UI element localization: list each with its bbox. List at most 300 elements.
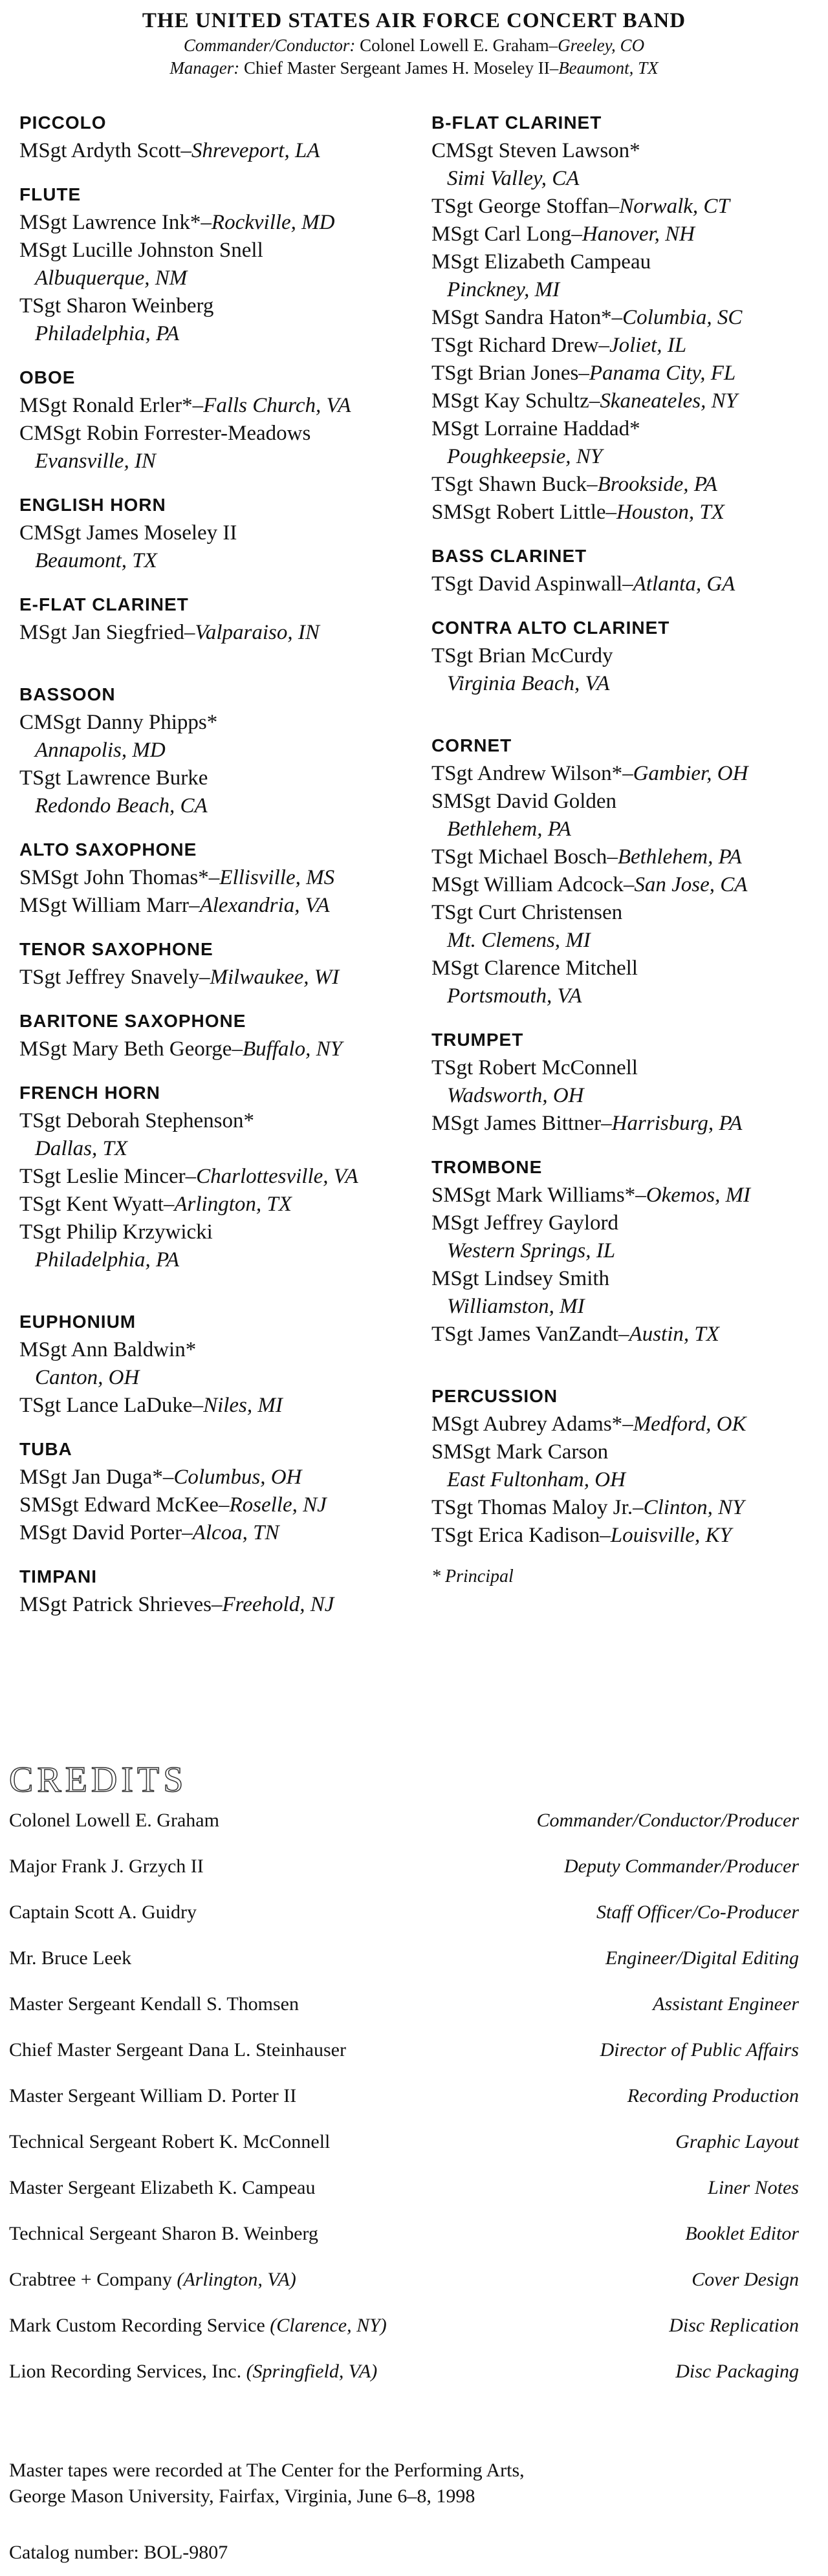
member-row: [431, 360, 820, 387]
member-location: Evansville, IN: [35, 449, 156, 473]
member-row: [431, 193, 820, 221]
member-name: MSgt James Bittner: [431, 1112, 602, 1135]
credit-row: [0, 2030, 828, 2076]
credit-role: Staff Officer/Co-Producer: [596, 1901, 799, 1923]
member-row: [19, 864, 414, 892]
name-separator: –: [192, 1394, 204, 1417]
credit-role: Cover Design: [692, 2269, 799, 2290]
member-location: East Fultonham, OH: [447, 1468, 626, 1491]
member-row: [431, 1182, 820, 1209]
member-location: Mt. Clemens, MI: [447, 929, 591, 952]
credit-person: Technical Sergeant Robert K. McConnell: [9, 2131, 331, 2152]
section-title: ALTO SAXOPHONE: [19, 839, 197, 860]
instrument-section: [431, 1383, 820, 1550]
member-name: SMSgt Edward McKee: [19, 1493, 219, 1517]
member-name: TSgt Jeffrey Snavely: [19, 966, 200, 989]
member-location: Alcoa, TN: [192, 1521, 279, 1544]
manager-label: Manager:: [169, 58, 240, 78]
member-location: Freehold, NJ: [222, 1593, 334, 1616]
name-separator: –: [622, 762, 633, 785]
credit-name: [9, 1901, 197, 1923]
name-separator: –: [607, 845, 618, 869]
member-location: Redondo Beach, CA: [35, 794, 208, 817]
member-row: [431, 570, 820, 598]
member-location: Niles, MI: [203, 1394, 283, 1417]
member-row: [19, 1035, 414, 1063]
member-name: TSgt Michael Bosch: [431, 845, 607, 869]
credit-row: [0, 1801, 828, 1846]
name-separator: –: [587, 473, 598, 496]
member-name: CMSgt Steven Lawson*: [431, 139, 640, 162]
name-separator: –: [605, 501, 617, 524]
member-location: Buffalo, NY: [242, 1037, 342, 1061]
credit-name: [9, 2039, 346, 2061]
member-row: [19, 892, 414, 920]
credit-name: [9, 1856, 204, 1878]
credit-name: [9, 2085, 296, 2107]
manager-line: Manager: Chief Master Sergeant James H. Moseley II–Beaumont, TX: [169, 58, 659, 78]
member-row: [19, 619, 414, 647]
member-location: Ellisville, MS: [219, 866, 335, 889]
credit-row: [0, 2306, 828, 2352]
member-location: Portsmouth, VA: [447, 984, 582, 1008]
recording-note-line: George Mason University, Fairfax, Virginia, June 6–8, 1998: [9, 2485, 475, 2507]
member-row: [19, 1107, 414, 1163]
member-row: [431, 137, 820, 193]
member-row: [19, 764, 414, 820]
name-separator: –: [578, 362, 589, 385]
section-title: ENGLISH HORN: [19, 495, 166, 515]
member-name: MSgt Lawrence Ink*: [19, 211, 201, 234]
member-name: TSgt Kent Wyatt: [19, 1193, 164, 1216]
section-title: E-FLAT CLARINET: [19, 594, 189, 614]
member-name: MSgt Mary Beth George: [19, 1037, 232, 1061]
member-name: MSgt Patrick Shrieves: [19, 1593, 212, 1616]
member-location: Virginia Beach, VA: [447, 672, 610, 695]
member-row: [19, 964, 414, 991]
member-name: CMSgt Danny Phipps*: [19, 711, 218, 734]
name-separator: –: [163, 1193, 175, 1216]
credit-role: Disc Replication: [669, 2315, 799, 2336]
section-title: FLUTE: [19, 184, 82, 204]
member-name: TSgt George Stoffan: [431, 195, 609, 218]
member-row: [19, 1218, 414, 1274]
section-title: FRENCH HORN: [19, 1083, 160, 1103]
principal-note: * Principal: [431, 1566, 514, 1586]
commander-name: Colonel Lowell E. Graham: [360, 36, 549, 55]
section-title: CONTRA ALTO CLARINET: [431, 618, 670, 638]
credits-heading: CREDITS: [9, 1760, 188, 1800]
member-row: [431, 221, 820, 248]
member-name: TSgt Lawrence Burke: [19, 766, 208, 790]
instrument-section: [19, 492, 414, 575]
member-row: [19, 1191, 414, 1218]
member-location: Dallas, TX: [35, 1137, 128, 1160]
credit-row: [0, 2214, 828, 2260]
credit-row: [0, 1892, 828, 1938]
member-row: [431, 1321, 820, 1348]
member-name: MSgt David Porter: [19, 1521, 182, 1544]
member-location: San Jose, CA: [634, 873, 748, 896]
section-title: TRUMPET: [431, 1030, 524, 1050]
member-name: TSgt Leslie Mincer: [19, 1165, 186, 1188]
member-location: Valparaiso, IN: [195, 621, 320, 644]
name-separator: –: [232, 1037, 243, 1061]
credit-role: Engineer/Digital Editing: [605, 1947, 799, 1969]
name-separator: –: [185, 1165, 197, 1188]
member-name: TSgt Erica Kadison: [431, 1524, 600, 1547]
member-name: SMSgt Mark Williams*: [431, 1184, 636, 1207]
credit-role: Commander/Conductor/Producer: [536, 1810, 799, 1831]
section-title: BASSOON: [19, 684, 116, 704]
instrument-section: [19, 110, 414, 165]
member-location: Bethlehem, PA: [617, 845, 742, 869]
member-location: Okemos, MI: [646, 1184, 751, 1207]
member-name: SMSgt David Golden: [431, 790, 617, 813]
credits-list: [0, 1801, 828, 2397]
roster-right-column: [431, 110, 820, 1587]
name-separator: –: [611, 306, 623, 329]
section-title: EUPHONIUM: [19, 1312, 136, 1332]
credit-name: [9, 2315, 387, 2337]
member-name: MSgt Ronald Erler*: [19, 394, 193, 417]
band-title: THE UNITED STATES AIR FORCE CONCERT BAND: [142, 9, 686, 32]
member-row: [431, 642, 820, 698]
member-name: MSgt Elizabeth Campeau: [431, 250, 651, 274]
member-name: MSgt Sandra Haton*: [431, 306, 612, 329]
credit-person: Chief Master Sergeant Dana L. Steinhauser: [9, 2039, 346, 2061]
member-row: [431, 788, 820, 843]
credit-row: [0, 1938, 828, 1984]
roster-left-column: [19, 110, 414, 1636]
section-title: OBOE: [19, 367, 76, 387]
member-location: Atlanta, GA: [633, 572, 735, 596]
member-name: TSgt David Aspinwall: [431, 572, 623, 596]
section-title: TIMPANI: [19, 1566, 98, 1586]
credit-location: (Springfield, VA): [246, 2361, 378, 2382]
member-name: MSgt Jan Siegfried: [19, 621, 184, 644]
name-separator: –: [608, 195, 620, 218]
member-row: [431, 471, 820, 499]
credit-person: Colonel Lowell E. Graham: [9, 1810, 219, 1831]
credit-name: [9, 2177, 315, 2199]
member-location: Williamston, MI: [447, 1295, 585, 1318]
member-row: [19, 1336, 414, 1392]
member-location: Roselle, NJ: [229, 1493, 327, 1517]
member-name: MSgt Clarence Mitchell: [431, 957, 638, 980]
instrument-section: [19, 182, 414, 348]
credit-role: Director of Public Affairs: [600, 2039, 799, 2061]
credit-person: Lion Recording Services, Inc.: [9, 2361, 242, 2382]
member-row: [431, 1438, 820, 1494]
member-name: TSgt Andrew Wilson*: [431, 762, 623, 785]
member-name: MSgt Jan Duga*: [19, 1466, 163, 1489]
section-title: B-FLAT CLARINET: [431, 113, 602, 133]
member-name: MSgt Kay Schultz: [431, 389, 589, 413]
credit-person: Crabtree + Company: [9, 2269, 172, 2290]
member-row: [431, 1110, 820, 1138]
member-location: Falls Church, VA: [203, 394, 351, 417]
member-row: [19, 1491, 414, 1519]
credit-row: [0, 2122, 828, 2168]
member-row: [19, 709, 414, 764]
member-row: [431, 415, 820, 471]
name-separator: –: [192, 394, 204, 417]
member-name: TSgt Brian McCurdy: [431, 644, 613, 667]
name-separator: –: [184, 621, 195, 644]
member-row: [431, 304, 820, 332]
instrument-section: [19, 682, 414, 820]
member-row: [19, 209, 414, 237]
member-location: Philadelphia, PA: [35, 1248, 180, 1272]
member-location: Houston, TX: [616, 501, 724, 524]
member-row: [431, 248, 820, 304]
member-name: TSgt Richard Drew: [431, 334, 599, 357]
member-row: [19, 1392, 414, 1420]
member-row: [19, 519, 414, 575]
member-row: [19, 1464, 414, 1491]
commander-location: Greeley, CO: [558, 36, 645, 55]
instrument-section: [19, 1309, 414, 1420]
credit-name: [9, 2223, 318, 2245]
member-name: MSgt Lorraine Haddad*: [431, 417, 640, 440]
credits-section: [0, 1759, 828, 2397]
instrument-section: [19, 1080, 414, 1274]
instrument-section: [431, 1154, 820, 1348]
instrument-section: [431, 733, 820, 1010]
instrument-section: [19, 592, 414, 647]
member-name: MSgt Jeffrey Gaylord: [431, 1211, 619, 1235]
member-row: [431, 1209, 820, 1265]
member-name: TSgt Robert McConnell: [431, 1056, 638, 1079]
credit-person: Master Sergeant William D. Porter II: [9, 2085, 297, 2106]
credit-row: [0, 2352, 828, 2397]
member-name: SMSgt Mark Carson: [431, 1440, 609, 1464]
credit-role: Liner Notes: [708, 2177, 799, 2198]
instrument-section: [431, 543, 820, 598]
credit-row: [0, 2168, 828, 2214]
name-separator: –: [622, 572, 633, 596]
member-location: Milwaukee, WI: [210, 966, 340, 989]
section-title: BARITONE SAXOPHONE: [19, 1011, 246, 1031]
member-name: MSgt Aubrey Adams*: [431, 1412, 623, 1436]
credit-role: Graphic Layout: [675, 2131, 799, 2152]
recording-note: [9, 2458, 525, 2509]
instrument-section: [431, 110, 820, 526]
name-separator: –: [601, 1112, 612, 1135]
member-name: TSgt Lance LaDuke: [19, 1394, 193, 1417]
member-location: Medford, OK: [633, 1412, 746, 1436]
member-row: [431, 760, 820, 788]
member-row: [431, 332, 820, 360]
member-name: CMSgt James Moseley II: [19, 521, 237, 545]
member-location: Charlottesville, VA: [196, 1165, 358, 1188]
member-row: [19, 237, 414, 292]
credit-person: Mark Custom Recording Service: [9, 2315, 265, 2336]
credit-name: [9, 1993, 299, 2015]
credit-role: Deputy Commander/Producer: [564, 1856, 799, 1877]
instrument-section: [19, 1564, 414, 1619]
instrument-section: [19, 1436, 414, 1547]
member-row: [431, 1054, 820, 1110]
member-row: [431, 1522, 820, 1550]
member-location: Hanover, NH: [582, 222, 695, 246]
member-location: Panama City, FL: [589, 362, 736, 385]
member-location: Columbus, OH: [173, 1466, 302, 1489]
credit-location: (Arlington, VA): [177, 2269, 296, 2290]
name-separator: –: [199, 966, 210, 989]
member-name: SMSgt John Thomas*: [19, 866, 209, 889]
member-name: CMSgt Robin Forrester-Meadows: [19, 422, 311, 445]
member-row: [431, 499, 820, 526]
member-row: [431, 843, 820, 871]
name-separator: –: [622, 1412, 633, 1436]
member-row: [431, 1265, 820, 1321]
name-separator: –: [571, 222, 582, 246]
name-separator: –: [218, 1493, 230, 1517]
member-location: Clinton, NY: [643, 1496, 745, 1519]
member-location: Norwalk, CT: [619, 195, 730, 218]
member-row: [431, 899, 820, 955]
member-location: Harrisburg, PA: [611, 1112, 743, 1135]
credit-name: [9, 2361, 377, 2383]
member-name: MSgt Carl Long: [431, 222, 572, 246]
section-title: TROMBONE: [431, 1157, 543, 1177]
instrument-section: [19, 365, 414, 475]
name-separator: –: [211, 1593, 223, 1616]
name-separator: –: [623, 873, 635, 896]
member-location: Pinckney, MI: [447, 278, 560, 301]
credit-role: Disc Packaging: [675, 2361, 799, 2382]
credit-row: [0, 2260, 828, 2306]
member-name: MSgt Ardyth Scott: [19, 139, 181, 162]
commander-label: Commander/Conductor:: [183, 36, 356, 55]
member-location: Rockville, MD: [211, 211, 335, 234]
credit-person: Master Sergeant Elizabeth K. Campeau: [9, 2177, 316, 2198]
member-location: Alexandria, VA: [199, 894, 330, 917]
section-title: BASS CLARINET: [431, 546, 587, 566]
member-location: Joliet, IL: [609, 334, 687, 357]
member-name: TSgt Brian Jones: [431, 362, 579, 385]
name-separator: –: [633, 1496, 644, 1519]
member-location: Wadsworth, OH: [447, 1084, 584, 1107]
name-separator: –: [201, 211, 212, 234]
member-location: Canton, OH: [35, 1366, 140, 1389]
member-location: Shreveport, LA: [191, 139, 320, 162]
member-row: [19, 392, 414, 420]
credit-person: Captain Scott A. Guidry: [9, 1901, 197, 1923]
member-name: MSgt Lucille Johnston Snell: [19, 239, 263, 262]
member-name: TSgt Curt Christensen: [431, 901, 623, 924]
credit-role: Recording Production: [627, 2085, 799, 2106]
member-location: Poughkeepsie, NY: [447, 445, 603, 468]
member-name: TSgt Philip Krzywicki: [19, 1220, 213, 1244]
member-location: Albuquerque, NM: [35, 266, 188, 290]
catalog-number: Catalog number: BOL-9807: [9, 2542, 228, 2563]
instrument-section: [19, 837, 414, 920]
member-location: Arlington, TX: [174, 1193, 292, 1216]
member-name: SMSgt Robert Little: [431, 501, 606, 524]
member-location: Annapolis, MD: [35, 739, 166, 762]
section-title: PERCUSSION: [431, 1386, 558, 1406]
section-title: CORNET: [431, 735, 512, 755]
name-separator: –: [208, 866, 220, 889]
section-title: TUBA: [19, 1439, 72, 1459]
member-location: Columbia, SC: [622, 306, 743, 329]
member-location: Western Springs, IL: [447, 1239, 616, 1262]
section-title: PICCOLO: [19, 113, 107, 133]
manager-location: Beaumont, TX: [558, 58, 659, 78]
credit-person: Master Sergeant Kendall S. Thomsen: [9, 1993, 299, 2015]
member-location: Beaumont, TX: [35, 549, 157, 572]
credit-name: [9, 2269, 296, 2291]
credit-location: (Clarence, NY): [270, 2315, 387, 2336]
instrument-section: [19, 936, 414, 991]
credit-person: Mr. Bruce Leek: [9, 1947, 132, 1969]
name-separator: –: [635, 1184, 646, 1207]
member-name: TSgt Deborah Stephenson*: [19, 1109, 254, 1132]
commander-line: Commander/Conductor: Colonel Lowell E. Graham–Greeley, CO: [183, 36, 645, 55]
member-location: Austin, TX: [629, 1323, 719, 1346]
member-location: Bethlehem, PA: [447, 817, 571, 841]
credit-name: [9, 2131, 330, 2153]
member-name: MSgt Lindsey Smith: [431, 1267, 610, 1290]
member-row: [19, 420, 414, 475]
credit-person: Major Frank J. Grzych II: [9, 1856, 204, 1877]
member-location: Philadelphia, PA: [35, 322, 180, 345]
header: [0, 0, 828, 78]
member-row: [431, 955, 820, 1010]
member-row: [19, 1591, 414, 1619]
member-location: Louisville, KY: [610, 1524, 732, 1547]
name-separator: –: [180, 139, 191, 162]
name-separator: –: [589, 389, 600, 413]
manager-name: Chief Master Sergeant James H. Moseley II: [244, 58, 550, 78]
member-row: [19, 1519, 414, 1547]
name-separator: –: [162, 1466, 174, 1489]
member-name: MSgt William Adcock: [431, 873, 624, 896]
member-location: Skaneateles, NY: [600, 389, 737, 413]
credit-role: Booklet Editor: [685, 2223, 799, 2244]
instrument-section: [431, 615, 820, 698]
member-location: Gambier, OH: [633, 762, 748, 785]
credit-name: [9, 1947, 131, 1969]
member-row: [431, 871, 820, 899]
credit-role: Assistant Engineer: [653, 1993, 799, 2015]
member-row: [19, 292, 414, 348]
member-name: MSgt William Marr: [19, 894, 190, 917]
member-name: TSgt Thomas Maloy Jr.: [431, 1496, 633, 1519]
section-title: TENOR SAXOPHONE: [19, 939, 213, 959]
credit-name: [9, 1810, 219, 1832]
instrument-section: [431, 1027, 820, 1138]
name-separator: –: [598, 334, 609, 357]
member-name: MSgt Ann Baldwin*: [19, 1338, 197, 1361]
member-name: TSgt Sharon Weinberg: [19, 294, 214, 318]
member-row: [431, 1494, 820, 1522]
instrument-section: [19, 1008, 414, 1063]
member-name: TSgt Shawn Buck: [431, 473, 587, 496]
member-location: Brookside, PA: [597, 473, 717, 496]
name-separator: –: [618, 1323, 629, 1346]
name-separator: –: [182, 1521, 193, 1544]
member-row: [431, 1411, 820, 1438]
member-row: [19, 137, 414, 165]
name-separator: –: [189, 894, 200, 917]
credit-row: [0, 1846, 828, 1892]
credit-row: [0, 1984, 828, 2030]
credit-row: [0, 2076, 828, 2122]
